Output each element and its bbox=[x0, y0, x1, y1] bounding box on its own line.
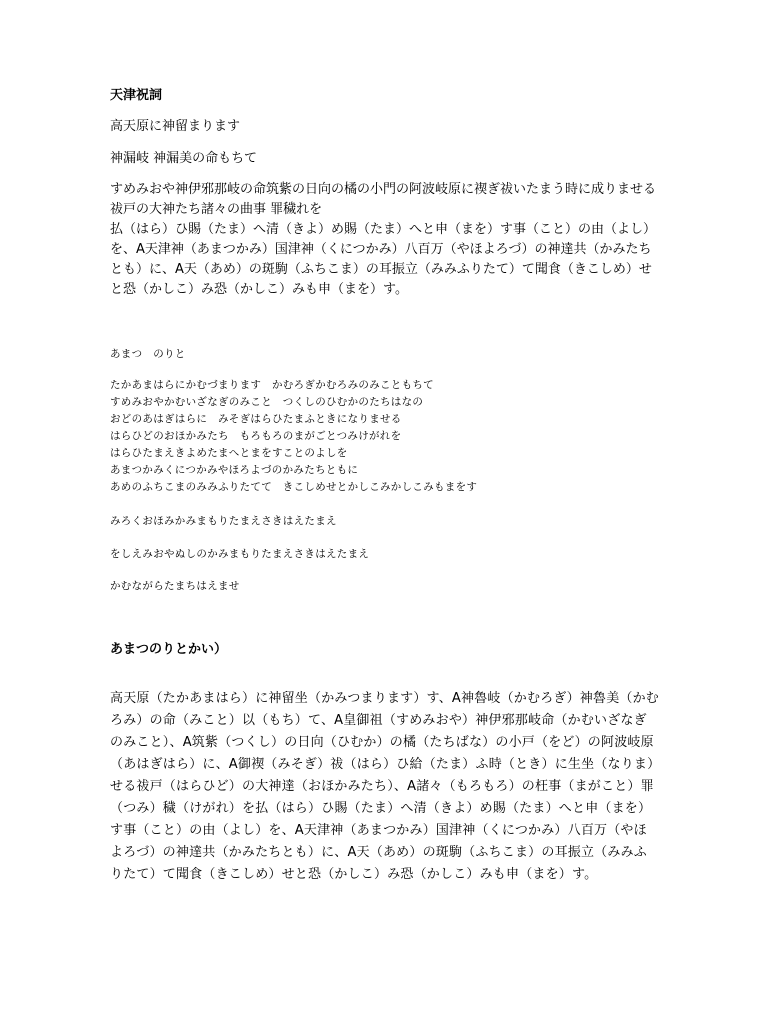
kana-line: をしえみおやぬしのかみまもりたまえさきはえたまえ bbox=[110, 548, 370, 560]
kana-line: かむながらたまちはえませ bbox=[110, 580, 240, 592]
kana-title: あまつ のりと bbox=[110, 348, 186, 360]
kana-line: おどのあはぎはらに みそぎはらひたまふときになりませる bbox=[110, 413, 402, 425]
document-title: 天津祝詞 bbox=[110, 88, 163, 103]
kana-line: はらひどのおほかみたち もろもろのまがごとつみけがれを bbox=[110, 430, 402, 442]
section-heading: あまつのりとかい） bbox=[110, 642, 228, 657]
kana-verse bbox=[110, 377, 660, 496]
kana-line: はらひたまえきよめたまへとまをすことのよしを bbox=[110, 447, 348, 459]
text-line: 神漏岐 神漏美の命もちて bbox=[110, 151, 258, 166]
kana-line: たかあまはらにかむづまります かむろぎかむろみのみこともちて bbox=[110, 379, 434, 391]
kana-line: あまつかみくにつかみやほろよづのかみたちともに bbox=[110, 464, 359, 476]
kana-line: あめのふちこまのみみふりたてて きこしめせとかしこみかしこみもまをす bbox=[110, 481, 478, 493]
paragraph: 払（はら）ひ賜（たま）へ清（きよ）め賜（たま）へと申（まを）す事（こと）の由（よし）を、A天津神（あまつかみ）国津神（くにつかみ）八百万（やほよろづ）の神達共（かみたちとも）に、A天（あめ）の斑駒（ふちこま）の耳振立（みみふりたて）て聞食（きこしめ）せと恐（かしこ）み恐（かしこ）みも申（まを）す。 bbox=[110, 222, 657, 297]
paragraph: すめみおや神伊邪那岐の命筑紫の日向の橘の小門の阿波岐原に禊ぎ祓いたまう時に成りませる祓戸の大神たち諸々の曲事 罪穢れを bbox=[110, 182, 657, 217]
kana-line: すめみおやかむいざなぎのみこと つくしのひむかのたちはなの bbox=[110, 396, 424, 408]
text-line: 高天原に神留まります bbox=[110, 119, 241, 134]
kana-line: みろくおほみかみまもりたまえさきはえたまえ bbox=[110, 515, 337, 527]
long-paragraph: 高天原（たかあまはら）に神留坐（かみつまります）す、A神魯岐（かむろぎ）神魯美（かむろみ）の命（みこと）以（もち）て、A皇御祖（すめみおや）神伊邪那岐命（かむいざなぎのみこと）、A筑紫（つくし）の日向（ひむか）の橘（たちばな）の小戸（をど）の阿波岐原（あはぎはら）に、A御禊（みそぎ）祓（はら）ひ給（たま）ふ時（とき）に生坐（なりま）せる祓戸（はらひど）の大神達（おほかみたち）、A諸々（もろもろ）の枉事（まがこと）罪（つみ）穢（けがれ）を払（はら）ひ賜（たま）へ清（きよ）め賜（たま）へと申（まを）す事（こと）の由（よし）を、A天津神（あまつかみ）国津神（くにつかみ）八百万（やほよろづ）の神達共（かみたちとも）に、A天（あめ）の斑駒（ふちこま）の耳振立（みみふりたて）て聞食（きこしめ）せと恐（かしこ）み恐（かしこ）みも申（まを）す。 bbox=[110, 691, 659, 882]
